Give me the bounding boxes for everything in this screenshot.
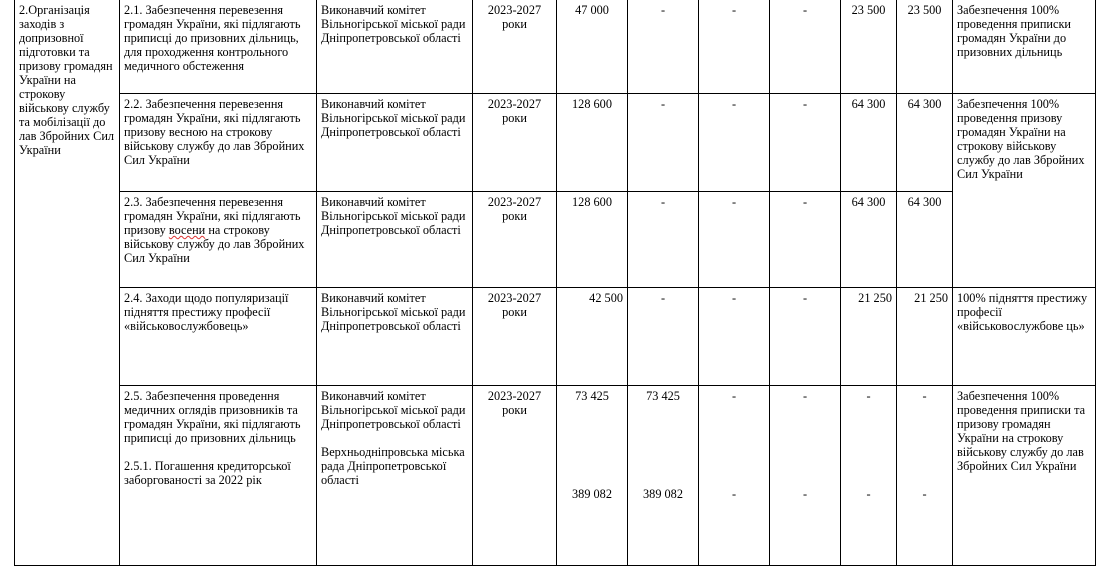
- table-row: [15, 94, 1096, 192]
- year-value: -: [802, 3, 808, 17]
- executor-text: Виконавчий комітет Вільногірської міської ради Дніпропетровської області: [321, 291, 466, 333]
- year-2025-cell: [770, 0, 841, 94]
- year-value: -: [731, 389, 737, 403]
- result-cell: [953, 288, 1096, 386]
- year-value: -: [802, 195, 808, 209]
- measure-text-tail: на строкову військову службу до лав Збройних Сил України: [124, 223, 305, 265]
- measure-text: 2.5. Забезпечення проведення медичних оглядів призовників та громадян України, які підлягають приписці до призовних дільниць: [124, 389, 301, 445]
- year-2027-cell: [897, 288, 953, 386]
- year-2027-cell: [897, 94, 953, 192]
- year-value: 64 300: [907, 195, 942, 209]
- year-2024-cell: [699, 386, 770, 566]
- year-value: 64 300: [851, 97, 886, 111]
- executor-sub-text: Верхньодніпровська міська рада Дніпропетровської області: [321, 445, 465, 487]
- executor-cell: [317, 288, 473, 386]
- term-cell: [473, 192, 557, 288]
- year-2024-cell: [699, 94, 770, 192]
- year-2024-cell: [699, 192, 770, 288]
- term-text: 2023-2027 роки: [487, 195, 542, 223]
- year-value: -: [731, 3, 737, 17]
- year-sub-value: 389 082: [643, 487, 683, 501]
- year-2023-cell: [628, 386, 699, 566]
- executor-cell: [317, 0, 473, 94]
- measure-text: 2.2. Забезпечення перевезення громадян України, які підлягають призову весною на строкову військову службу до лав Збройних Сил України: [124, 97, 305, 167]
- total-value: 73 425: [575, 389, 609, 403]
- year-2026-cell: [841, 288, 897, 386]
- total-value: 128 600: [572, 195, 612, 209]
- executor-text: Виконавчий комітет Вільногірської міської ради Дніпропетровської області: [321, 195, 466, 237]
- table-row: [15, 386, 1096, 566]
- year-2025-cell: [770, 386, 841, 566]
- year-value: 64 300: [851, 195, 886, 209]
- year-2025-cell: [770, 288, 841, 386]
- year-2024-cell: [699, 0, 770, 94]
- term-cell: [473, 288, 557, 386]
- spellcheck-marked-word: восени: [168, 223, 206, 237]
- year-2023-cell: [628, 192, 699, 288]
- year-2023-cell: [628, 94, 699, 192]
- measure-text: 2.4. Заходи щодо популяризації підняття престижу професії «військовослужбовець»: [124, 291, 289, 333]
- year-value: 64 300: [907, 97, 942, 111]
- measure-text: 2.1. Забезпечення перевезення громадян України, які підлягають приписці до призовних дільниць, для проходження контрольного медичного обстеження: [124, 3, 301, 73]
- executor-cell: [317, 94, 473, 192]
- year-2025-cell: [770, 94, 841, 192]
- year-value: -: [731, 195, 737, 209]
- executor-text: Виконавчий комітет Вільногірської міської ради Дніпропетровської області: [321, 389, 466, 431]
- total-cell: [557, 288, 628, 386]
- year-2027-cell: [897, 386, 953, 566]
- measure-cell: [120, 386, 317, 566]
- term-text: 2023-2027 роки: [487, 291, 542, 319]
- year-value: -: [660, 195, 666, 209]
- total-cell: [557, 192, 628, 288]
- measure-cell: [120, 94, 317, 192]
- year-value: -: [660, 97, 666, 111]
- year-2025-cell: [770, 192, 841, 288]
- total-cell: [557, 386, 628, 566]
- measure-cell: [120, 288, 317, 386]
- term-text: 2023-2027 роки: [487, 97, 542, 125]
- year-value: -: [802, 389, 808, 403]
- table-row: [15, 0, 1096, 94]
- year-2023-cell: [628, 0, 699, 94]
- total-value: 42 500: [589, 291, 623, 305]
- year-sub-value: -: [802, 487, 808, 501]
- year-2026-cell: [841, 386, 897, 566]
- year-sub-value: -: [922, 487, 927, 501]
- executor-text: Виконавчий комітет Вільногірської міської ради Дніпропетровської області: [321, 97, 466, 139]
- result-text: 100% підняття престижу професії «військовослужбове ць»: [957, 291, 1088, 333]
- term-cell: [473, 0, 557, 94]
- year-2026-cell: [841, 0, 897, 94]
- year-value: -: [802, 97, 808, 111]
- year-value: 23 500: [907, 3, 942, 17]
- year-value: -: [731, 97, 737, 111]
- total-value: 128 600: [572, 97, 612, 111]
- section-label-cell: [15, 0, 120, 566]
- term-cell: [473, 94, 557, 192]
- year-value: -: [660, 3, 666, 17]
- year-sub-value: -: [866, 487, 871, 501]
- year-value: 73 425: [646, 389, 680, 403]
- result-text: Забезпечення 100% проведення призову громадян України на строкову військову службу до лав Збройних Сил України: [957, 97, 1085, 181]
- executor-cell: [317, 386, 473, 566]
- measure-text: 2.3. Забезпечення перевезення громадян України, які підлягають призову: [124, 195, 301, 237]
- measures-table: [14, 0, 1096, 566]
- total-value: 47 000: [575, 3, 609, 17]
- table-row: [15, 288, 1096, 386]
- measure-sub-text: 2.5.1. Погашення кредиторської заборгованості за 2022 рік: [124, 459, 291, 487]
- table-row: [15, 192, 1096, 288]
- total-sub-value: 389 082: [572, 487, 612, 501]
- year-2027-cell: [897, 192, 953, 288]
- term-text: 2023-2027 роки: [487, 3, 542, 31]
- year-value: 21 250: [914, 291, 948, 305]
- year-2026-cell: [841, 94, 897, 192]
- year-2023-cell: [628, 288, 699, 386]
- year-2024-cell: [699, 288, 770, 386]
- year-value: 21 250: [858, 291, 892, 305]
- total-cell: [557, 94, 628, 192]
- term-cell: [473, 386, 557, 566]
- year-value: -: [922, 389, 927, 403]
- year-value: 23 500: [851, 3, 886, 17]
- year-value: -: [802, 291, 808, 305]
- result-cell: [953, 94, 1096, 288]
- result-text: Забезпечення 100% проведення приписки громадян України до призовних дільниць: [957, 3, 1071, 59]
- result-cell: [953, 0, 1096, 94]
- result-cell: [953, 386, 1096, 566]
- year-value: -: [866, 389, 871, 403]
- total-cell: [557, 0, 628, 94]
- year-2027-cell: [897, 0, 953, 94]
- section-label: 2.Організація заходів з допризовної підготовки та призову громадян України на строкову військову службу та мобілізації до лав Збройних Сил України: [19, 3, 115, 157]
- executor-text: Виконавчий комітет Вільногірської міської ради Дніпропетровської області: [321, 3, 466, 45]
- year-value: -: [660, 291, 666, 305]
- executor-cell: [317, 192, 473, 288]
- measure-cell: [120, 192, 317, 288]
- measure-cell: [120, 0, 317, 94]
- year-2026-cell: [841, 192, 897, 288]
- term-text: 2023-2027 роки: [487, 389, 542, 417]
- result-text: Забезпечення 100% проведення приписки та призову громадян України на строкову військову службу до лав Збройних Сил України: [957, 389, 1086, 473]
- year-sub-value: -: [731, 487, 737, 501]
- year-value: -: [731, 291, 737, 305]
